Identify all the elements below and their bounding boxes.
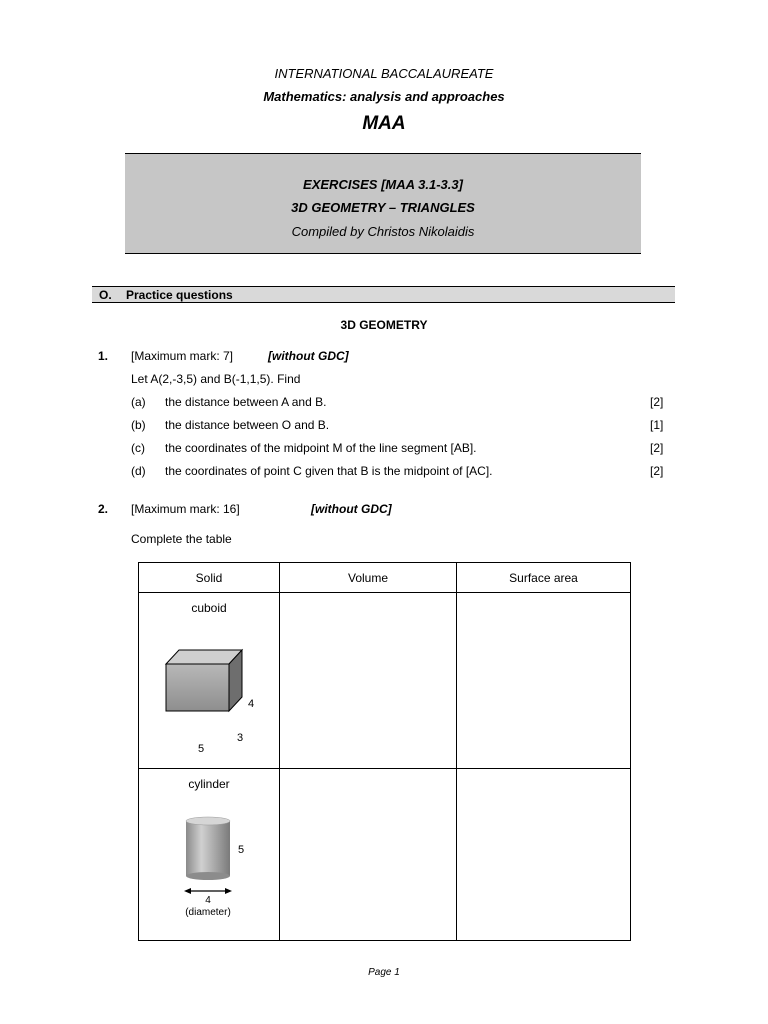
- part-text: the distance between O and B.: [165, 418, 330, 432]
- topic-title: 3D GEOMETRY – TRIANGLES: [291, 200, 475, 215]
- page-number: Page 1: [368, 967, 400, 978]
- solid-name: cuboid: [191, 601, 227, 615]
- question-number: 2.: [98, 502, 109, 516]
- cylinder-height-label: 5: [238, 844, 245, 856]
- surface-area-cell[interactable]: [457, 769, 631, 941]
- solids-table: [138, 562, 631, 941]
- part-label: (c): [131, 441, 145, 455]
- part-mark: [2]: [650, 464, 664, 478]
- section-number: O.: [99, 288, 112, 302]
- part-mark: [2]: [650, 395, 664, 409]
- compiled-by: Compiled by Christos Nikolaidis: [291, 224, 475, 239]
- course-code: MAA: [362, 113, 406, 134]
- title-banner: [125, 153, 641, 254]
- question-stem: Complete the table: [131, 532, 232, 546]
- exercises-title: EXERCISES [MAA 3.1-3.3]: [303, 177, 463, 192]
- cuboid-depth-label: 3: [237, 732, 244, 744]
- calculator-note: [without GDC]: [268, 349, 349, 363]
- cylinder-diameter-note: (diameter): [185, 907, 231, 918]
- section-header: [92, 286, 675, 303]
- cylinder-top: [186, 817, 230, 825]
- organization-title: INTERNATIONAL BACCALAUREATE: [274, 66, 494, 81]
- volume-cell[interactable]: [280, 769, 457, 941]
- surface-area-cell[interactable]: [457, 593, 631, 769]
- cuboid-diagram: [139, 617, 279, 757]
- header-surface-area: Surface area: [457, 563, 631, 593]
- part-mark: [2]: [650, 441, 664, 455]
- question-stem: Let A(2,-3,5) and B(-1,1,5). Find: [131, 372, 301, 386]
- part-mark: [1]: [650, 418, 664, 432]
- cuboid-height-label: 4: [248, 698, 255, 710]
- cylinder-body: [186, 821, 230, 876]
- arrow-left-icon: [184, 888, 191, 894]
- table-row: [139, 593, 631, 769]
- header-solid: Solid: [139, 563, 280, 593]
- part-label: (d): [131, 464, 146, 478]
- max-mark: [Maximum mark: 7]: [131, 349, 234, 363]
- calculator-note: [without GDC]: [311, 502, 392, 516]
- solid-cell: [139, 769, 280, 941]
- topic-heading: 3D GEOMETRY: [340, 318, 428, 332]
- cylinder-diameter-label: 4: [205, 895, 211, 906]
- cylinder-diagram: [139, 803, 279, 943]
- part-label: (a): [131, 395, 146, 409]
- subject-title: Mathematics: analysis and approaches: [263, 89, 505, 104]
- part-label: (b): [131, 418, 146, 432]
- cuboid-front-face: [166, 664, 229, 711]
- arrow-right-icon: [225, 888, 232, 894]
- part-text: the coordinates of point C given that B is the midpoint of [AC].: [165, 464, 493, 478]
- solid-cell: [139, 593, 280, 769]
- cylinder-bottom: [186, 872, 230, 880]
- table-row: [139, 769, 631, 941]
- cuboid-width-label: 5: [198, 743, 205, 755]
- section-title: Practice questions: [126, 288, 233, 302]
- max-mark: [Maximum mark: 16]: [131, 502, 240, 516]
- volume-cell[interactable]: [280, 593, 457, 769]
- part-text: the coordinates of the midpoint M of the line segment [AB].: [165, 441, 477, 455]
- question-number: 1.: [98, 349, 109, 363]
- part-text: the distance between A and B.: [165, 395, 327, 409]
- header-volume: Volume: [280, 563, 457, 593]
- table-header-row: [139, 563, 631, 593]
- solid-name: cylinder: [188, 777, 230, 791]
